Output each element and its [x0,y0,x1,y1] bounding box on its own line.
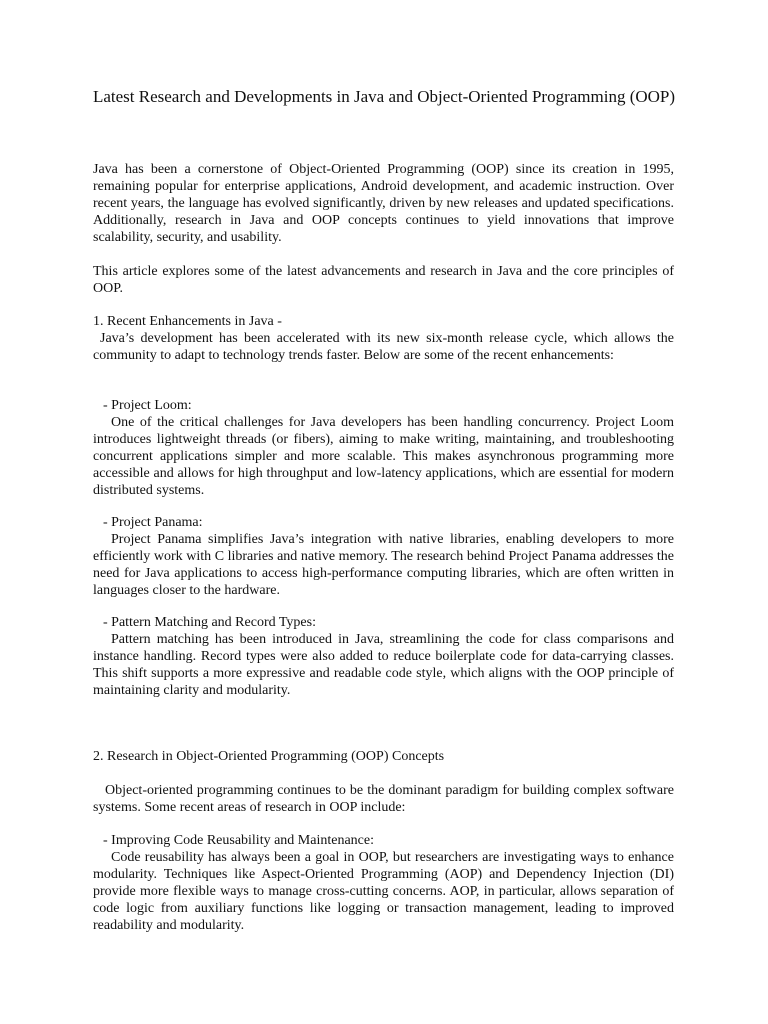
section-2 [93,748,674,765]
section-1-intro: Java’s development has been accelerated with its new six-month release cycle, which allows the community to adapt to technology trends faster. Below are some of the recent enhancements: [93,331,674,363]
section-2-intro-paragraph [93,782,674,816]
section-2-heading: 2. Research in Object-Oriented Programming (OOP) Concepts [93,749,445,764]
subsection-project-panama [93,514,674,599]
article-scope-paragraph [93,263,674,297]
page-title: Latest Research and Developments in Java and Object-Oriented Programming (OOP) [92,87,676,106]
intro-text: Java has been a cornerstone of Object-Oriented Programming (OOP) since its creation in 1995, remaining popular for enterprise applications, Android development, and academic instruction. Over recent years, the language has evolved significantly, driven by new releases and updated specifications. Additionally, research in Java and OOP concepts continues to yield innovations that improve scalability, security, and usability. [93,162,674,245]
article-scope-text: This article explores some of the latest advancements and research in Java and the core principles of OOP. [93,264,674,296]
subsection-pattern-matching [93,614,674,699]
subsection-body: Project Panama simplifies Java’s integration with native libraries, enabling developers to more efficiently work with C libraries and native memory. The research behind Project Panama addresses the need for Java applications to access high-performance computing libraries, which are often written in languages closer to the hardware. [93,532,674,598]
section-1 [93,313,674,364]
subsection-heading: - Pattern Matching and Record Types: [103,615,316,630]
subsection-project-loom [93,397,674,499]
subsection-body: Pattern matching has been introduced in Java, streamlining the code for class comparisons and instance handling. Record types were also added to reduce boilerplate code for data-carrying classes. This shift supports a more expressive and readable code style, which aligns with the OOP principle of maintaining clarity and modularity. [93,632,674,698]
subsection-code-reusability [93,832,674,934]
subsection-heading: - Project Loom: [103,398,192,413]
subsection-heading: - Project Panama: [103,515,203,530]
intro-paragraph [93,161,674,246]
subsection-body: One of the critical challenges for Java developers has been handling concurrency. Project Loom introduces lightweight threads (or fibers), aiming to make writing, maintaining, and troubleshooting concurrent applications simpler and more scalable. This makes asynchronous programming more accessible and allows for high throughput and low-latency applications, which are essential for modern distributed systems. [93,415,674,498]
subsection-heading: - Improving Code Reusability and Maintenance: [103,833,374,848]
section-1-heading: 1. Recent Enhancements in Java - [93,314,282,329]
subsection-body: Code reusability has always been a goal in OOP, but researchers are investigating ways to enhance modularity. Techniques like Aspect-Oriented Programming (AOP) and Dependency Injection (DI) provide more flexible ways to manage cross-cutting concerns. AOP, in particular, allows separation of code logic from auxiliary functions like logging or transaction management, leading to improved readability and modularity. [93,850,674,933]
section-2-intro: Object-oriented programming continues to be the dominant paradigm for building complex software systems. Some recent areas of research in OOP include: [93,783,674,815]
